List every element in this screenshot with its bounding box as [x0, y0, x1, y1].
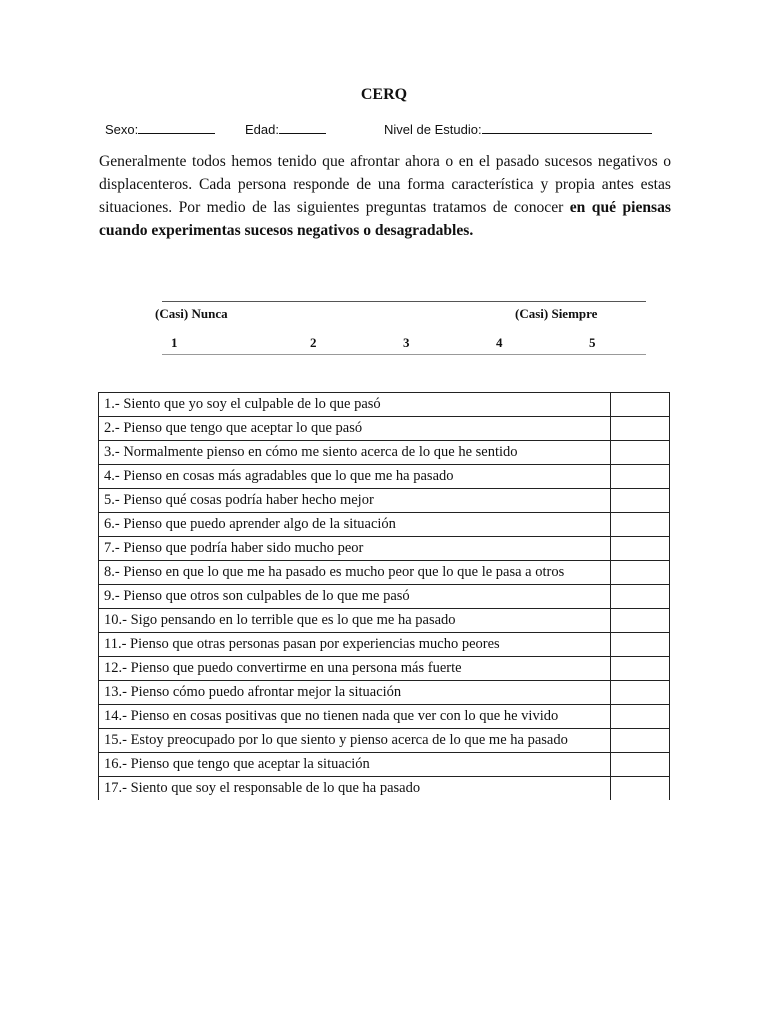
answer-cell[interactable] — [611, 681, 670, 705]
scale-number: 1 — [171, 335, 178, 350]
answer-cell[interactable] — [611, 561, 670, 585]
item-text: 11.- Pienso que otras personas pasan por experiencias mucho peores — [99, 633, 611, 657]
table-row — [99, 393, 670, 417]
sexo-label: Sexo: — [105, 122, 139, 137]
item-text: 2.- Pienso que tengo que aceptar lo que pasó — [99, 417, 611, 441]
answer-cell[interactable] — [611, 489, 670, 513]
instructions-text: Generalmente todos hemos tenido que afrontar ahora o en el pasado sucesos negativos o displacenteros. Cada persona responde de una forma característica y propia antes estas situaciones. Por medio de las siguientes preguntas tratamos de conocer — [99, 153, 671, 216]
page-title: CERQ — [360, 86, 408, 103]
table-row — [99, 513, 670, 537]
sexo-blank[interactable] — [138, 120, 215, 134]
table-row — [99, 537, 670, 561]
table-row — [99, 441, 670, 465]
answer-cell[interactable] — [611, 441, 670, 465]
nivel-estudio-field — [384, 120, 652, 137]
item-text: 13.- Pienso cómo puedo afrontar mejor la situación — [99, 681, 611, 705]
table-row — [99, 705, 670, 729]
edad-label: Edad: — [245, 122, 279, 137]
edad-field — [245, 120, 326, 137]
scale-number: 5 — [589, 335, 596, 350]
scale-number: 4 — [496, 335, 503, 350]
instructions-paragraph — [99, 150, 671, 242]
item-text: 4.- Pienso en cosas más agradables que lo que me ha pasado — [99, 465, 611, 489]
item-text: 17.- Siento que soy el responsable de lo que ha pasado — [99, 777, 611, 801]
item-text: 10.- Sigo pensando en lo terrible que es lo que me ha pasado — [99, 609, 611, 633]
sexo-field — [105, 120, 215, 137]
scale-left-label: (Casi) Nunca — [155, 306, 228, 321]
item-text: 8.- Pienso en que lo que me ha pasado es mucho peor que lo que le pasa a otros — [99, 561, 611, 585]
table-row — [99, 777, 670, 801]
answer-cell[interactable] — [611, 633, 670, 657]
answer-cell[interactable] — [611, 705, 670, 729]
item-text: 9.- Pienso que otros son culpables de lo que me pasó — [99, 585, 611, 609]
table-row — [99, 657, 670, 681]
items-table — [98, 392, 670, 800]
table-row — [99, 633, 670, 657]
table-row — [99, 681, 670, 705]
item-text: 12.- Pienso que puedo convertirme en una persona más fuerte — [99, 657, 611, 681]
nivel-estudio-blank[interactable] — [482, 120, 652, 134]
table-row — [99, 729, 670, 753]
answer-cell[interactable] — [611, 465, 670, 489]
item-text: 14.- Pienso en cosas positivas que no tienen nada que ver con lo que he vivido — [99, 705, 611, 729]
answer-cell[interactable] — [611, 753, 670, 777]
answer-cell[interactable] — [611, 417, 670, 441]
table-row — [99, 417, 670, 441]
answer-cell[interactable] — [611, 609, 670, 633]
answer-cell[interactable] — [611, 729, 670, 753]
answer-cell[interactable] — [611, 777, 670, 801]
item-text: 16.- Pienso que tengo que aceptar la situación — [99, 753, 611, 777]
table-row — [99, 753, 670, 777]
table-row — [99, 561, 670, 585]
table-row — [99, 585, 670, 609]
scale-top-rule — [162, 301, 646, 302]
item-text: 7.- Pienso que podría haber sido mucho peor — [99, 537, 611, 561]
edad-blank[interactable] — [279, 120, 326, 134]
nivel-estudio-label: Nivel de Estudio: — [384, 122, 482, 137]
scale-bottom-rule — [162, 354, 646, 355]
scale-right-label: (Casi) Siempre — [515, 306, 598, 321]
table-row — [99, 609, 670, 633]
instructions-emphasis: en qué piensas cuando experimentas sucesos negativos o desagradables. — [99, 199, 671, 239]
item-text: 1.- Siento que yo soy el culpable de lo que pasó — [99, 393, 611, 417]
item-text: 6.- Pienso que puedo aprender algo de la situación — [99, 513, 611, 537]
item-text: 3.- Normalmente pienso en cómo me siento acerca de lo que he sentido — [99, 441, 611, 465]
item-text: 15.- Estoy preocupado por lo que siento y pienso acerca de lo que me ha pasado — [99, 729, 611, 753]
item-text: 5.- Pienso qué cosas podría haber hecho mejor — [99, 489, 611, 513]
scale-number: 3 — [403, 335, 410, 350]
scale-number: 2 — [310, 335, 317, 350]
answer-cell[interactable] — [611, 513, 670, 537]
answer-cell[interactable] — [611, 537, 670, 561]
answer-cell[interactable] — [611, 393, 670, 417]
answer-cell[interactable] — [611, 657, 670, 681]
table-row — [99, 465, 670, 489]
table-row — [99, 489, 670, 513]
answer-cell[interactable] — [611, 585, 670, 609]
